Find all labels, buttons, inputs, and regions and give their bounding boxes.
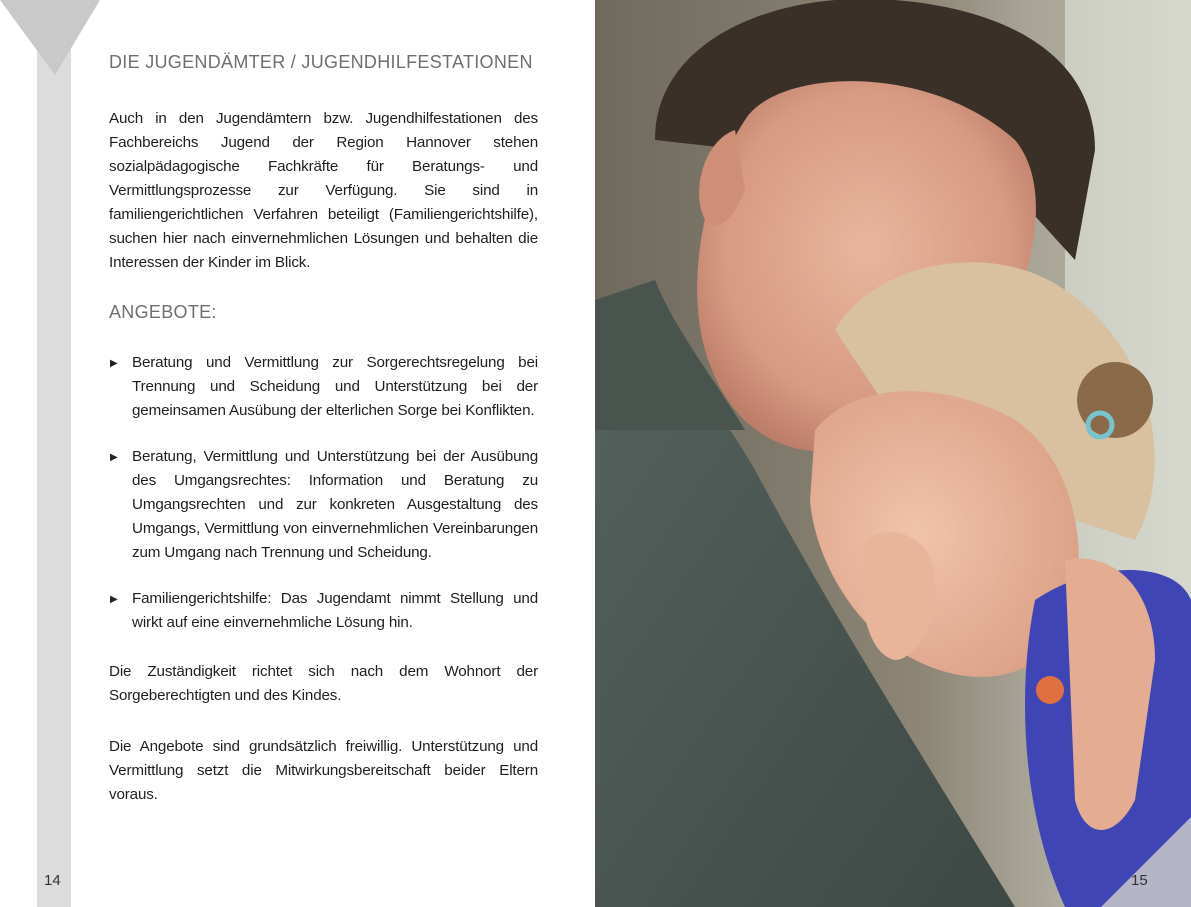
triangle-right-icon: ▶ <box>110 594 118 605</box>
left-page <box>0 0 595 907</box>
list-item <box>109 445 538 565</box>
intro-paragraph: Auch in den Jugendämtern bzw. Jugendhilfestationen des Fachbereichs Jugend der Region Hannover stehen sozialpädagogische Fachkräfte für Beratungs- und Vermittlungsprozesse zur Verfügung. Sie sind in familiengerichtlichen Verfahren beteiligt (Familiengerichtshilfe), suchen hier nach einvernehmlichen Lösungen und behalten die Interessen der Kinder im Blick. <box>109 110 538 271</box>
corner-triangle-decoration <box>1101 817 1191 907</box>
responsibility-paragraph: Die Zuständigkeit richtet sich nach dem Wohnort der Sorgeberechtigten und des Kindes. <box>109 663 538 704</box>
content-column <box>109 52 538 834</box>
list-item-text: Familiengerichtshilfe: Das Jugendamt nimmt Stellung und wirkt auf eine einvernehmliche Lösung hin. <box>132 590 538 631</box>
offers-list <box>109 351 538 635</box>
margin-bar <box>37 0 71 907</box>
list-item-text: Beratung, Vermittlung und Unterstützung bei der Ausübung des Umgangsrechtes: Information und Beratung zu Umgangsrechten und zur konkreten Ausgestaltung des Umgangs, Vermittlung von einvernehmlichen Vereinbarungen zum Umgang nach Trennung und Scheidung. <box>132 448 538 561</box>
corner-triangle-decoration <box>0 0 110 110</box>
page-number-left: 14 <box>44 872 61 889</box>
father-daughter-photo <box>595 0 1191 907</box>
voluntary-paragraph: Die Angebote sind grundsätzlich freiwillig. Unterstützung und Vermittlung setzt die Mitwirkungsbereitschaft beider Eltern voraus. <box>109 738 538 803</box>
list-item-text: Beratung und Vermittlung zur Sorgerechtsregelung bei Trennung und Scheidung und Unterstützung bei der gemeinsamen Ausübung der elterlichen Sorge bei Konflikten. <box>132 354 538 419</box>
triangle-right-icon: ▶ <box>110 452 118 463</box>
right-page <box>595 0 1191 907</box>
page-number-right: 15 <box>1131 872 1148 889</box>
list-item <box>109 351 538 423</box>
triangle-right-icon: ▶ <box>110 358 118 369</box>
section-heading: DIE JUGENDÄMTER / JUGENDHILFESTATIONEN <box>109 52 533 72</box>
list-item <box>109 587 538 635</box>
offers-heading: ANGEBOTE: <box>109 302 217 322</box>
